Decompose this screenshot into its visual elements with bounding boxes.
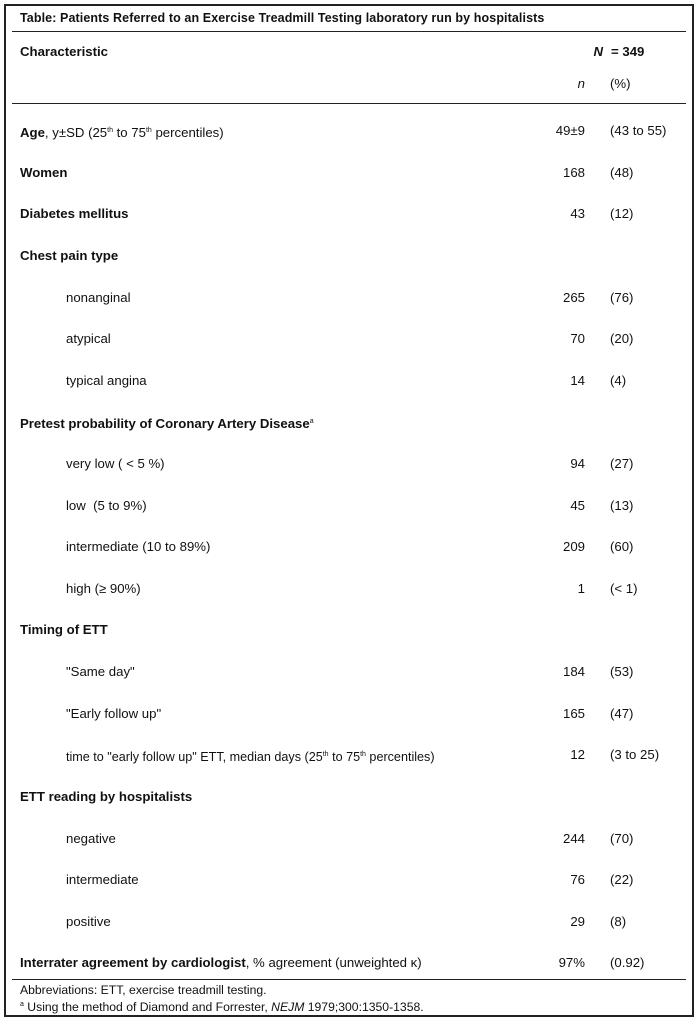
- table-row: [6, 329, 696, 349]
- row-label: positive: [66, 914, 111, 929]
- table-row: [6, 163, 696, 183]
- row-label: Chest pain type: [20, 248, 119, 263]
- row-label: low (5 to 9%): [66, 498, 147, 513]
- row-pct: (47): [610, 706, 634, 721]
- section-heading: [6, 620, 696, 640]
- row-label: Pretest probability of Coronary Artery Disease$^a$: [20, 416, 314, 431]
- row-pct: (8): [610, 914, 627, 929]
- table-row: [6, 454, 696, 474]
- row-n: 76: [570, 872, 585, 887]
- row-label: intermediate (10 to 89%): [66, 539, 211, 554]
- subheader-row: [6, 74, 696, 94]
- row-pct: (60): [610, 539, 634, 554]
- row-n: 43: [570, 206, 585, 221]
- row-n: 265: [562, 290, 585, 305]
- row-pct: (4): [610, 373, 627, 388]
- row-label: Women: [20, 165, 68, 180]
- row-pct: (76): [610, 290, 634, 305]
- row-pct: (70): [610, 831, 634, 846]
- N-value: = 349: [611, 44, 645, 59]
- row-pct: (0.92): [610, 955, 645, 970]
- row-pct: (48): [610, 165, 634, 180]
- row-label: Age, y±SD (25th to 75th percentiles): [20, 125, 224, 140]
- table-row: [6, 371, 696, 391]
- table-row: [6, 704, 696, 724]
- table-row: [6, 579, 696, 599]
- row-n: 45: [570, 498, 585, 513]
- row-label: typical angina: [66, 373, 147, 388]
- header-row: [6, 42, 696, 62]
- table-row: [6, 745, 696, 765]
- row-label: time to "early follow up" ETT, median days (25th to 75th percentiles): [66, 750, 435, 764]
- table-row: [6, 288, 696, 308]
- footer-divider: [12, 979, 686, 980]
- row-pct: (20): [610, 331, 634, 346]
- row-pct: (22): [610, 872, 634, 887]
- row-label: Interrater agreement by cardiologist, % agreement (unweighted κ): [20, 955, 422, 970]
- n-symbol: n: [577, 76, 585, 91]
- row-pct: (3 to 25): [610, 747, 660, 762]
- row-label: atypical: [66, 331, 111, 346]
- table-frame: [4, 4, 694, 1017]
- row-label: negative: [66, 831, 116, 846]
- row-n: 184: [562, 664, 585, 679]
- row-label: nonanginal: [66, 290, 131, 305]
- characteristic-header: Characteristic: [20, 44, 108, 59]
- row-label: very low ( < 5 %): [66, 456, 165, 471]
- table-row: [6, 537, 696, 557]
- table-row: [6, 829, 696, 849]
- section-heading: [6, 787, 696, 807]
- row-n: 1: [577, 581, 585, 596]
- table-row: [6, 496, 696, 516]
- row-n: 97%: [558, 955, 585, 970]
- pct-symbol: (%): [610, 76, 631, 91]
- table-row: [6, 121, 696, 141]
- row-n: 209: [562, 539, 585, 554]
- row-label: Timing of ETT: [20, 622, 108, 637]
- row-label: Diabetes mellitus: [20, 206, 129, 221]
- row-n: 14: [570, 373, 585, 388]
- row-pct: (53): [610, 664, 634, 679]
- row-n: 94: [570, 456, 585, 471]
- row-label: high (≥ 90%): [66, 581, 141, 596]
- row-pct: (13): [610, 498, 634, 513]
- section-heading: [6, 246, 696, 266]
- table-title: Table: Patients Referred to an Exercise Treadmill Testing laboratory run by hospitalists: [20, 11, 545, 25]
- row-pct: (12): [610, 206, 634, 221]
- table-row: [6, 662, 696, 682]
- row-label: "Same day": [66, 664, 135, 679]
- header-divider: [12, 103, 686, 104]
- row-n: 29: [570, 914, 585, 929]
- row-n: 12: [570, 747, 585, 762]
- section-heading: [6, 412, 696, 432]
- table-row: [6, 204, 696, 224]
- table-row: [6, 870, 696, 890]
- row-label: intermediate: [66, 872, 139, 887]
- table-row: [6, 912, 696, 932]
- row-pct: (< 1): [610, 581, 638, 596]
- row-pct: (43 to 55): [610, 123, 667, 138]
- title-divider: [12, 31, 686, 32]
- footnote-a: $^a$ Using the method of Diamond and Forrester, NEJM 1979;300:1350-1358.: [20, 1000, 424, 1014]
- row-n: 49±9: [555, 123, 585, 138]
- row-pct: (27): [610, 456, 634, 471]
- row-n: 70: [570, 331, 585, 346]
- row-label: ETT reading by hospitalists: [20, 789, 193, 804]
- table-row: [6, 953, 696, 973]
- row-n: 244: [562, 831, 585, 846]
- row-n: 168: [562, 165, 585, 180]
- row-n: 165: [562, 706, 585, 721]
- footnote-abbreviations: Abbreviations: ETT, exercise treadmill testing.: [20, 983, 267, 997]
- N-symbol: N: [593, 44, 603, 59]
- row-label: "Early follow up": [66, 706, 162, 721]
